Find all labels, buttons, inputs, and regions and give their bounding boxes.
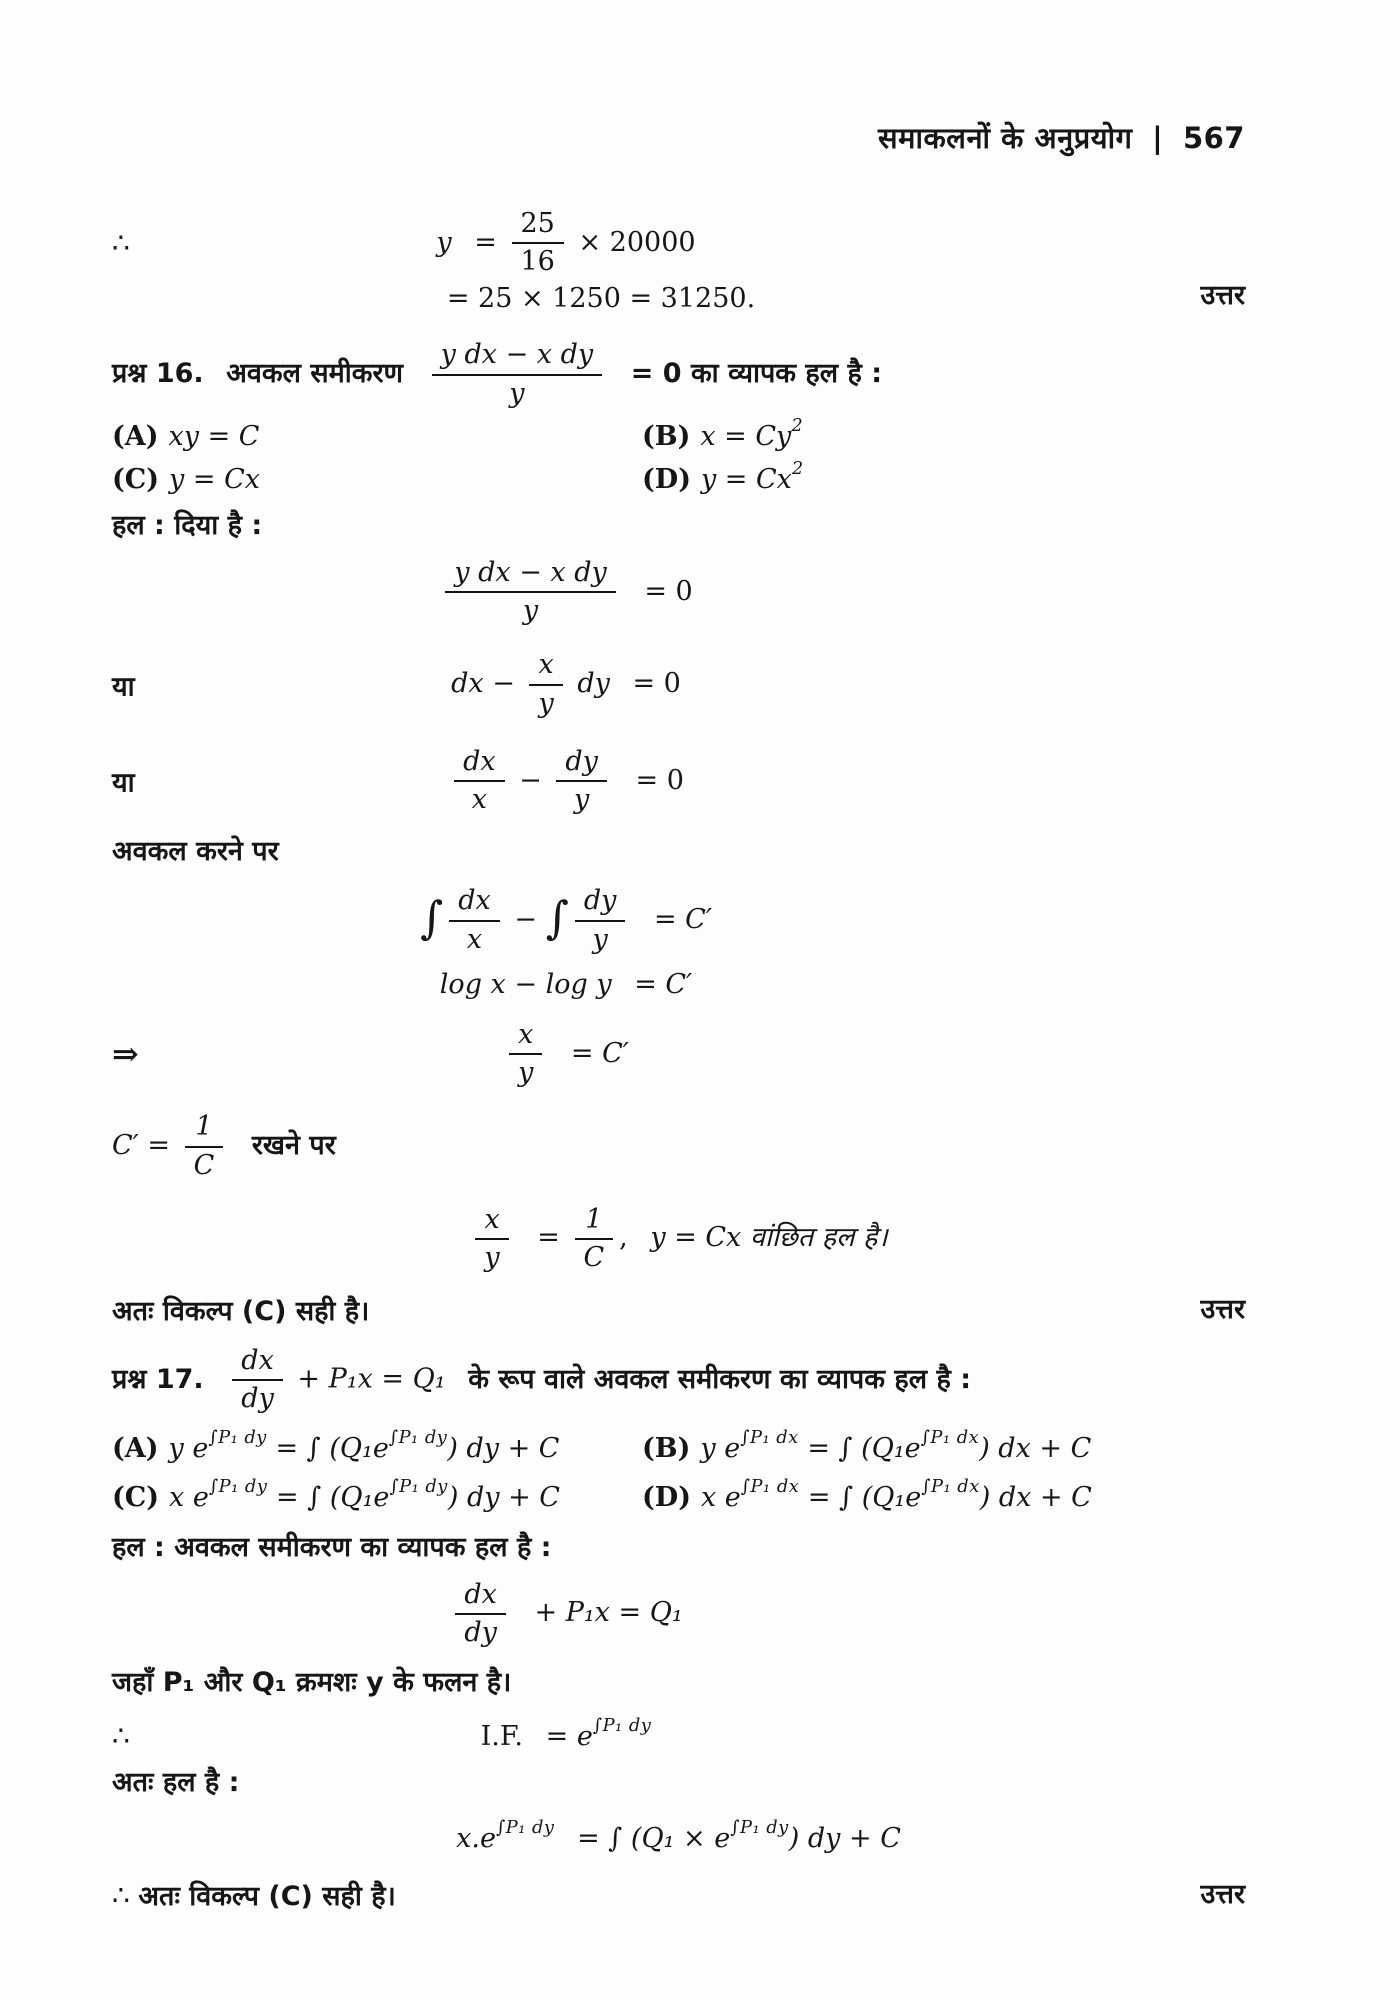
fraction-denominator: dy <box>241 1383 274 1415</box>
step-7-result <box>650 1222 887 1253</box>
step-3-rhs: = 0 <box>635 764 684 796</box>
fraction-numerator: dy <box>556 747 607 782</box>
conclusion-17 <box>112 1876 1245 1913</box>
option-d-key: (D) <box>642 463 691 495</box>
intro-eq-equals: = <box>474 226 497 258</box>
option-a <box>112 1426 642 1464</box>
option-c-var: x e <box>169 1481 209 1513</box>
option-a-var: y e <box>168 1432 209 1464</box>
fraction-denominator: y <box>592 923 608 955</box>
fraction-numerator: dx <box>449 886 500 921</box>
integrate-text: अवकल करने पर <box>112 836 279 868</box>
fraction-denominator: y <box>574 784 590 816</box>
if-base: e <box>576 1721 593 1753</box>
step-6-fraction <box>509 1020 542 1088</box>
intro-calc-line <box>112 209 1245 277</box>
fraction-numerator: dx <box>454 747 505 782</box>
question-16-number: प्रश्न 16. <box>112 358 204 390</box>
chapter-title: समाकलनों के अनुप्रयोग <box>878 121 1133 155</box>
intro-result-line <box>112 280 1245 315</box>
step-7 <box>112 1205 1245 1273</box>
option-c-value: y = Cx <box>169 463 260 495</box>
integrating-factor-equation <box>480 1715 652 1753</box>
question-17-number: प्रश्न 17. <box>112 1363 204 1395</box>
step-1-fraction <box>445 558 615 626</box>
step-2-post: dy <box>577 668 610 700</box>
therefore-symbol: ∴ <box>112 226 130 260</box>
step-5 <box>112 969 1245 1000</box>
option-c-exponent-1: ∫P₁ dy <box>208 1475 268 1497</box>
step-2-equation <box>451 649 681 719</box>
option-c-key: (C) <box>112 1481 160 1513</box>
step-5-rhs: = C′ <box>634 968 693 1000</box>
substitution-equation <box>112 1111 336 1181</box>
step-3-fraction-2 <box>556 747 607 815</box>
option-d-mid: = ∫ (Q₁e <box>807 1481 922 1513</box>
comma: , <box>619 1222 628 1254</box>
option-b-tail: ) dx + C <box>979 1432 1092 1464</box>
fraction-numerator: dx <box>455 1580 506 1615</box>
option-c <box>112 462 642 495</box>
minus-sign: − <box>514 904 537 936</box>
option-a-tail: ) dy + C <box>447 1432 560 1464</box>
option-b-mid: = ∫ (Q₁e <box>807 1432 921 1464</box>
option-d-exponent-2: ∫P₁ dx <box>921 1475 980 1497</box>
integrating-factor-row <box>112 1715 1245 1753</box>
final-equation-row <box>112 1817 1245 1855</box>
option-b-exponent: 2 <box>791 414 804 436</box>
final-eq-tail: ) dy + C <box>788 1823 901 1855</box>
step-4-fraction-2 <box>575 886 626 954</box>
or-label: या <box>112 671 135 703</box>
fraction-denominator: y <box>518 1057 534 1089</box>
option-d-var: x e <box>700 1481 741 1513</box>
if-exponent: ∫P₁ dy <box>592 1715 652 1737</box>
step-3-equation <box>448 745 684 816</box>
option-b <box>642 414 804 452</box>
step-3 <box>112 747 1245 815</box>
fraction-denominator: x <box>466 923 483 955</box>
step-2 <box>112 650 1245 718</box>
option-c-tail: ) dy + C <box>447 1481 560 1513</box>
fraction-25-16 <box>512 209 564 277</box>
fraction-numerator: y dx − x dy <box>445 558 615 593</box>
solution-given-text: हल : दिया है : <box>112 509 263 541</box>
implies-arrow-icon: ⇒ <box>112 1035 139 1074</box>
where-line-text: जहाँ P₁ और Q₁ क्रमशः y के फलन है। <box>112 1667 512 1699</box>
final-eq-lhs: x.e <box>456 1823 496 1855</box>
fraction-denominator: x <box>471 784 487 816</box>
question-16-heading <box>112 340 1245 408</box>
step-4-rhs: = C′ <box>653 904 712 936</box>
final-equation <box>456 1817 901 1855</box>
therefore-symbol: ∴ <box>112 1879 130 1913</box>
fraction-denominator: y <box>522 595 539 627</box>
question-17-mid-math: + P₁x = Q₁ <box>297 1363 446 1395</box>
step-1-equation <box>439 556 693 627</box>
step-4-fraction-1 <box>449 886 500 954</box>
final-eq-exponent-1: ∫P₁ dy <box>495 1817 555 1839</box>
hence-text: अतः हल है : <box>112 1767 240 1799</box>
step-7-fraction-2 <box>575 1205 614 1273</box>
option-a-value: xy = C <box>168 420 260 452</box>
fraction-numerator: dy <box>575 886 626 921</box>
intro-eq-var: y <box>436 226 452 258</box>
answer-label: उत्तर <box>1200 1294 1245 1326</box>
fraction-numerator: x <box>509 1020 542 1055</box>
step-4 <box>112 886 1245 954</box>
therefore-symbol: ∴ <box>112 1719 130 1753</box>
header-divider: | <box>1152 121 1164 155</box>
step-7-fraction-1 <box>475 1205 508 1273</box>
option-d-value: y = Cx <box>700 463 792 495</box>
intro-result: = 25 × 1250 = 31250. <box>446 283 756 315</box>
step-4-equation <box>420 885 712 955</box>
fraction-numerator: x <box>529 650 562 685</box>
answer-label: उत्तर <box>1200 280 1245 312</box>
fraction-numerator: x <box>475 1205 508 1240</box>
equals-sign: = <box>545 1721 569 1753</box>
fraction-numerator: 25 <box>512 209 564 244</box>
intro-equation <box>436 208 696 278</box>
substitution-lhs: C′ = <box>112 1130 170 1162</box>
option-b-key: (B) <box>642 420 691 452</box>
step-6-equation <box>503 1018 629 1089</box>
q17-main-equation <box>449 1578 683 1648</box>
substitution-text: रखने पर <box>251 1130 336 1162</box>
or-label: या <box>112 767 135 799</box>
fraction-numerator: y dx − x dy <box>432 340 602 375</box>
question-16-tail-text: = 0 का व्यापक हल है : <box>630 358 883 390</box>
step-7-equation <box>469 1203 888 1273</box>
question-17-tail-text: के रूप वाले अवकल समीकरण का व्यापक हल है : <box>468 1363 971 1395</box>
fraction-denominator: y <box>484 1241 500 1273</box>
step-6-rhs: = C′ <box>570 1037 629 1069</box>
option-a <box>112 419 642 452</box>
question-16-lead-text: अवकल समीकरण <box>226 358 404 390</box>
option-b-var: y e <box>700 1432 741 1464</box>
fraction-denominator: dy <box>464 1616 497 1648</box>
step-3-fraction-1 <box>454 747 505 815</box>
page-number: 567 <box>1182 121 1245 155</box>
question-17-options <box>112 1426 1245 1513</box>
option-b-exponent-1: ∫P₁ dx <box>740 1426 799 1448</box>
final-eq-mid: = ∫ (Q₁ × e <box>577 1823 731 1855</box>
substitution-line <box>112 1112 1245 1180</box>
option-b-key: (B) <box>642 1432 691 1464</box>
equals-sign: = <box>537 1222 560 1254</box>
step-5-equation <box>440 969 692 1000</box>
option-c <box>112 1475 642 1513</box>
option-d-exponent-1: ∫P₁ dx <box>740 1475 800 1497</box>
fraction-numerator: dx <box>232 1346 283 1381</box>
q17-main-fraction <box>455 1580 506 1648</box>
question-16-options <box>112 414 1245 495</box>
fraction-numerator: 1 <box>575 1205 614 1240</box>
step-2-fraction <box>529 650 562 718</box>
intro-eq-value: 20000 <box>609 226 696 258</box>
fraction-denominator: 16 <box>520 246 555 278</box>
step-2-pre: dx − <box>451 668 515 700</box>
page-header <box>112 118 1245 157</box>
conclusion-17-text: अतः विकल्प (C) सही है। <box>138 1881 396 1913</box>
option-a-key: (A) <box>112 420 159 452</box>
option-d-key: (D) <box>642 1481 691 1513</box>
substitution-fraction <box>185 1112 224 1180</box>
step-6 <box>112 1020 1245 1088</box>
answer-label: उत्तर <box>1200 1879 1245 1911</box>
hence-label-row <box>112 1762 1245 1799</box>
option-d-exponent: 2 <box>791 457 804 479</box>
integral-sign: ∫ <box>420 892 444 945</box>
option-a-mid: = ∫ (Q₁e <box>275 1432 389 1464</box>
step-5-lhs: log x − log y <box>439 968 612 1000</box>
fraction-denominator: C <box>583 1241 605 1273</box>
question-16-fraction <box>432 340 602 408</box>
where-line <box>112 1662 1245 1699</box>
option-c-mid: = ∫ (Q₁e <box>275 1481 390 1513</box>
integrate-label <box>112 831 1245 868</box>
option-a-exponent-2: ∫P₁ dy <box>388 1426 448 1448</box>
solution-17-text: हल : अवकल समीकरण का व्यापक हल है : <box>112 1531 552 1563</box>
option-a-exponent-1: ∫P₁ dy <box>208 1426 267 1448</box>
q17-main-rhs: + P₁x = Q₁ <box>534 1597 683 1629</box>
solution-17-label <box>112 1527 1245 1564</box>
intro-eq-times: × <box>578 226 602 258</box>
option-b-value: x = Cy <box>700 420 792 452</box>
if-label: I.F. <box>480 1721 523 1753</box>
option-d-tail: ) dx + C <box>979 1481 1092 1513</box>
option-b-exponent-2: ∫P₁ dx <box>920 1426 980 1448</box>
option-c-key: (C) <box>112 463 160 495</box>
q17-main-equation-row <box>112 1580 1245 1648</box>
option-d <box>642 1475 1092 1513</box>
option-a-key: (A) <box>112 1432 159 1464</box>
option-c-exponent-2: ∫P₁ dy <box>389 1475 448 1497</box>
question-17-heading <box>112 1346 1245 1414</box>
minus-sign: − <box>519 764 542 796</box>
conclusion-16 <box>112 1291 1245 1328</box>
option-d <box>642 457 804 495</box>
fraction-denominator: y <box>509 377 525 409</box>
question-17-fraction <box>232 1346 283 1414</box>
step-7-result-text: y = Cx वांछित हल है। <box>650 1222 888 1254</box>
fraction-denominator: C <box>193 1149 215 1181</box>
step-1-rhs: = 0 <box>644 575 693 607</box>
final-eq-exponent-2: ∫P₁ dy <box>730 1817 789 1839</box>
solution-16-label <box>112 505 1245 542</box>
step-2-rhs: = 0 <box>632 668 681 700</box>
conclusion-16-text: अतः विकल्प (C) सही है। <box>112 1296 370 1328</box>
fraction-numerator: 1 <box>185 1112 224 1147</box>
integral-sign: ∫ <box>545 892 569 945</box>
step-1 <box>112 558 1245 626</box>
option-b <box>642 1426 1092 1464</box>
fraction-denominator: y <box>538 687 554 719</box>
